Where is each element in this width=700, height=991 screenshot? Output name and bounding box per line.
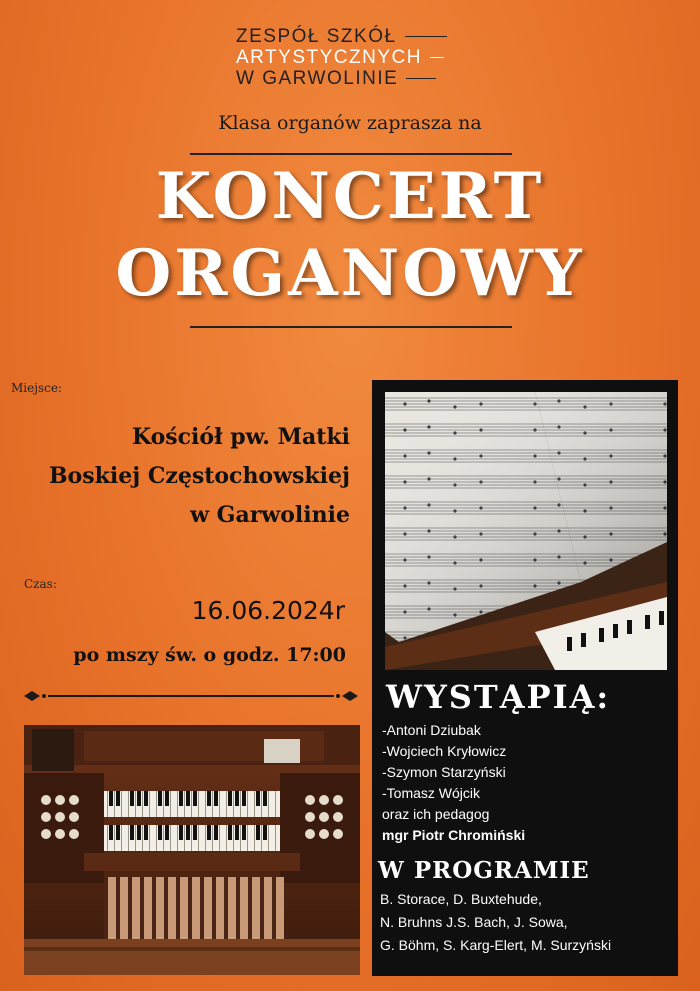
school-logo [236,26,476,89]
title-line-1: KONCERT [155,159,545,234]
sheet-music-photo [385,392,667,670]
teacher-name: mgr Piotr Chromiński [382,827,526,843]
invite-text: Klasa organów zaprasza na [218,112,482,134]
concert-date: 16.06.2024r [191,596,345,625]
program-list [380,888,611,957]
logo-dash [406,78,436,79]
program-line: G. Böhm, S. Karg-Elert, M. Surzyński [380,937,612,953]
performer-name: -Szymon Starzyński [382,764,506,780]
performer-name: -Wojciech Kryłowicz [382,743,507,759]
ornament-divider [22,686,360,706]
place-line-3: w Garwolinie [190,502,350,528]
teacher-intro: oraz ich pedagog [382,806,490,822]
logo-line-2: ARTYSTYCZNYCH [236,47,422,68]
performers-heading: WYSTĄPIĄ: [386,678,611,716]
program-heading: W PROGRAMIE [378,857,590,884]
place-line-2: Boskiej Częstochowskiej [48,463,350,489]
logo-dash [430,57,444,58]
place-label: Miejsce: [11,381,62,395]
logo-dash [405,36,447,37]
time-label: Czas: [24,577,57,591]
performer-name: -Antoni Dziubak [382,722,481,738]
performer-name: -Tomasz Wójcik [382,785,481,801]
organ-console-photo [24,725,360,975]
program-line: B. Storace, D. Buxtehude, [380,891,542,907]
title-line-2: ORGANOWY [115,236,585,311]
title-rule-bottom [190,326,512,328]
performer-list [382,720,525,846]
place-line-1: Kościół pw. Matki [131,424,350,450]
title-rule-top [190,153,512,155]
logo-line-1: ZESPÓŁ SZKÓŁ [236,26,397,47]
logo-line-3: W GARWOLINIE [236,68,399,89]
concert-time: po mszy św. o godz. 17:00 [73,644,346,666]
program-line: N. Bruhns J.S. Bach, J. Sowa, [380,914,568,930]
